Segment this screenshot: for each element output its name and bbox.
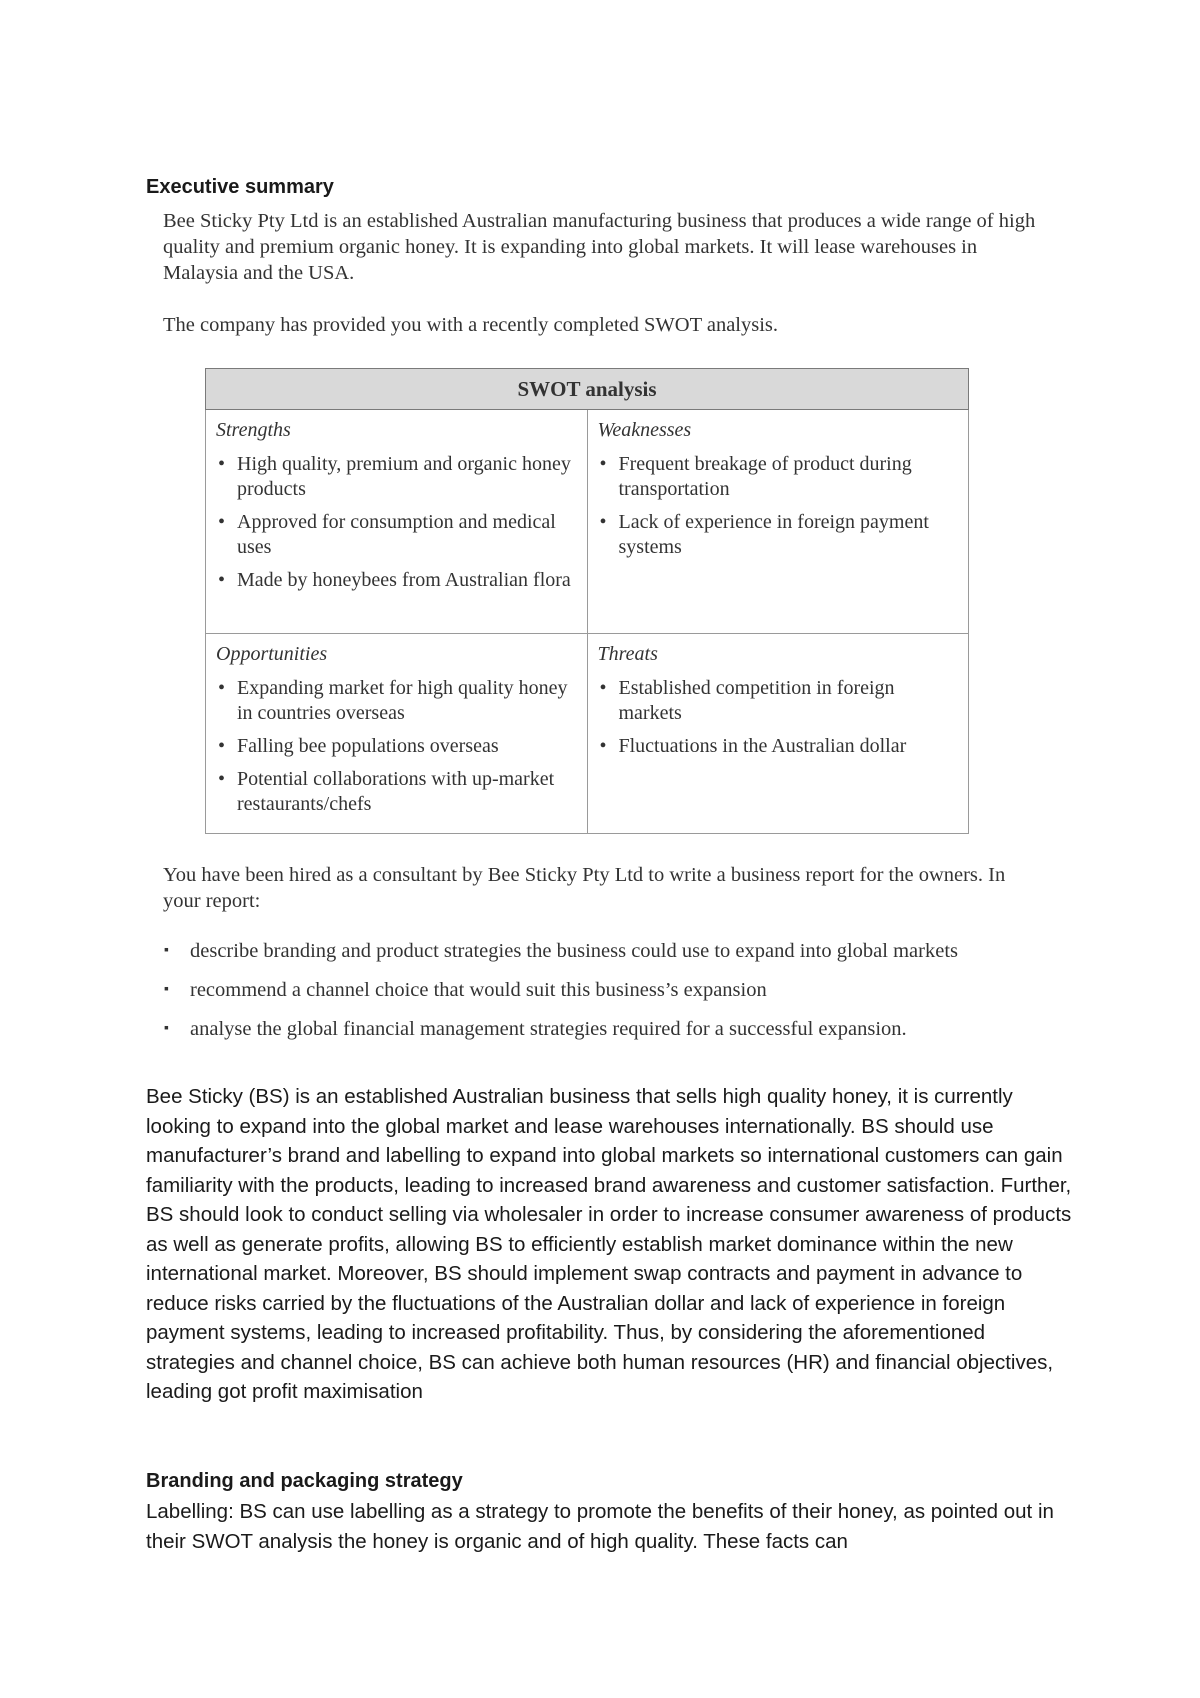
opportunities-list <box>216 676 577 817</box>
threats-list <box>598 676 959 759</box>
threat-item: • Fluctuations in the Australian dollar <box>599 735 907 757</box>
brief-paragraph-2: The company has provided you with a recently completed SWOT analysis. <box>163 314 779 336</box>
weaknesses-title: Weaknesses <box>597 419 692 441</box>
brief-paragraph-1: Bee Sticky Pty Ltd is an established Australian manufacturing business that produces a wide range of high quality and premium organic honey. It is expanding into global markets. It will lease warehouses in Malaysia and the USA. <box>163 210 1036 284</box>
strength-item: • Approved for consumption and medical uses <box>218 511 556 558</box>
bullet-icon: • <box>218 453 226 475</box>
bullet-icon: • <box>599 677 607 699</box>
opportunity-item: • Expanding market for high quality honey in countries overseas <box>218 677 568 724</box>
opportunities-title: Opportunities <box>216 643 328 665</box>
swot-table <box>205 368 969 834</box>
strengths-list <box>216 452 577 593</box>
bullet-icon: • <box>599 511 607 533</box>
bullet-icon: • <box>218 677 226 699</box>
strengths-title: Strengths <box>216 419 291 441</box>
task-brief <box>163 862 1043 1055</box>
labelling-paragraph: Labelling: BS can use labelling as a strategy to promote the benefits of their honey, as pointed out in their SWOT analysis the honey is organic and of high quality. These facts can <box>146 1500 1054 1553</box>
strength-item: • High quality, premium and organic honey products <box>218 453 571 500</box>
swot-strengths-cell <box>206 410 588 634</box>
swot-threats-cell <box>587 634 969 834</box>
executive-summary-body: Bee Sticky (BS) is an established Australian business that sells high quality honey, it is currently looking to expand into the global market and lease warehouses internationally. BS should use manufacturer’s brand and labelling to expand into global markets so international customers can gain familiarity with the products, leading to increased brand awareness and customer satisfaction. Further, BS should look to conduct selling via wholesaler in order to increase consumer awareness of products as well as generate profits, allowing BS to efficiently establish market dominance within the new international market. Moreover, BS should implement swap contracts and payment in advance to reduce risks carried by the fluctuations of the Australian dollar and lack of experience in foreign payment systems, leading to increased profitability. Thus, by considering the aforementioned strategies and channel choice, BS can achieve both human resources (HR) and financial objectives, leading got profit maximisation <box>146 1085 1072 1403</box>
task-list <box>163 938 1043 1042</box>
weaknesses-list <box>598 452 959 560</box>
opportunity-item: • Falling bee populations overseas <box>218 735 499 757</box>
swot-weaknesses-cell <box>587 410 969 634</box>
executive-summary-heading: Executive summary <box>146 176 334 198</box>
square-bullet-icon: ▪ <box>164 982 169 997</box>
task-item: ▪ recommend a channel choice that would suit this business’s expansion <box>164 979 767 1001</box>
bullet-icon: • <box>218 569 226 591</box>
opportunity-item: • Potential collaborations with up-market restaurants/chefs <box>218 768 555 815</box>
threat-item: • Established competition in foreign markets <box>599 677 895 724</box>
swot-opportunities-cell <box>206 634 588 834</box>
task-intro: You have been hired as a consultant by Bee Sticky Pty Ltd to write a business report for the owners. In your report: <box>163 864 1006 912</box>
branding-strategy-heading: Branding and packaging strategy <box>146 1470 463 1492</box>
square-bullet-icon: ▪ <box>164 1021 169 1036</box>
bullet-icon: • <box>218 735 226 757</box>
bullet-icon: • <box>218 768 226 790</box>
bullet-icon: • <box>599 453 607 475</box>
threats-title: Threats <box>597 643 658 665</box>
strength-item: • Made by honeybees from Australian flora <box>218 569 571 591</box>
weakness-item: • Lack of experience in foreign payment systems <box>599 511 929 558</box>
square-bullet-icon: ▪ <box>164 943 169 958</box>
task-item: ▪ describe branding and product strategies the business could use to expand into global markets <box>164 940 958 962</box>
bullet-icon: • <box>599 735 607 757</box>
case-brief <box>163 208 1043 338</box>
weakness-item: • Frequent breakage of product during transportation <box>599 453 912 500</box>
task-item: ▪ analyse the global financial management strategies required for a successful expansion. <box>164 1018 907 1040</box>
swot-table-title: SWOT analysis <box>206 369 969 410</box>
bullet-icon: • <box>218 511 226 533</box>
